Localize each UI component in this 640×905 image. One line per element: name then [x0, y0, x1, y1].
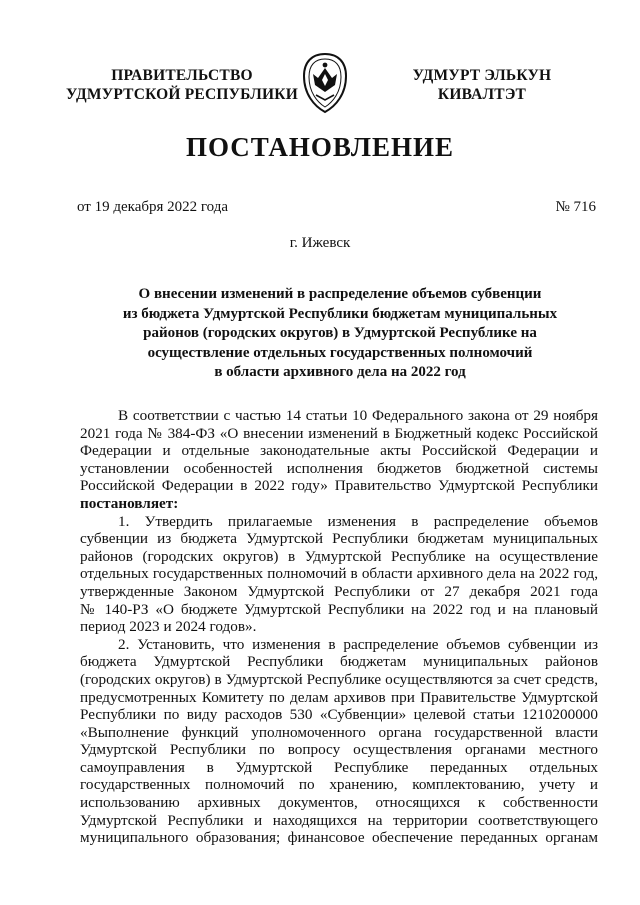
document-title	[80, 285, 600, 383]
body-line: период 2023 и 2024 годов».	[80, 618, 257, 636]
body-line: Республики по виду расходов 530 «Субвенции» целевой статьи 1210200000	[80, 706, 598, 724]
header-right-line-1: УДМУРТ ЭЛЬКУН	[412, 67, 552, 84]
title-line: из бюджета Удмуртской Республики бюджетам муниципальных	[122, 305, 558, 322]
body-line: 1. Утвердить прилагаемые изменения в распределение объемов	[118, 512, 598, 530]
body-line: субвенции из бюджета Удмуртской Республики бюджетам муниципальных	[80, 530, 598, 548]
document-city: г. Ижевск	[289, 235, 351, 251]
body-line: В соответствии с частью 14 статьи 10 Федерального закона от 29 ноября	[118, 407, 598, 424]
coat-of-arms-icon	[298, 52, 352, 114]
body-line: Удмуртской Республики по вопросу осуществления органами местного	[80, 741, 598, 759]
document-body	[80, 407, 598, 847]
body-line: государственных полномочий по хранению, комплектованию, учету и	[80, 776, 598, 794]
body-line: Удмуртской Республики и находящихся на территории соответствующего	[80, 811, 598, 829]
header-left-line-2: УДМУРТСКОЙ РЕСПУБЛИКИ	[66, 86, 298, 103]
document-date: от 19 декабря 2022 года	[77, 199, 229, 215]
header-left	[62, 66, 302, 104]
header-left-line-1: ПРАВИТЕЛЬСТВО	[111, 67, 253, 84]
body-line: самоуправления в Удмуртской Республике переданных отдельных	[80, 758, 598, 776]
body-line: отдельных государственных полномочий в области архивного дела на 2022 год,	[80, 565, 598, 583]
body-line: установлении особенностей исполнения бюджетов бюджетной системы	[80, 459, 598, 477]
body-line: (городских округов) в Удмуртской Республике осуществляются за счет средств,	[80, 670, 598, 688]
body-line: муниципального образования; финансовое обеспечение переданных органам	[80, 829, 598, 847]
document-type-heading: ПОСТАНОВЛЕНИЕ	[185, 132, 455, 162]
body-line: бюджета Удмуртской Республики бюджетам муниципальных районов	[80, 653, 598, 671]
header-right	[382, 66, 582, 104]
body-line: Российской Федерации в 2022 году» Правительство Удмуртской Республики	[80, 477, 598, 495]
header-right-line-2: КИВАЛТЭТ	[437, 86, 527, 103]
body-line: Федерации и отдельные законодательные акты Российской Федерации и	[80, 442, 598, 460]
body-line: 2. Установить, что изменения в распределение объемов субвенции из	[118, 635, 598, 653]
body-line: «Выполнение функций уполномоченного органа государственной власти	[80, 723, 598, 741]
body-line: районов (городских округов) в Удмуртской Республике на осуществление	[80, 547, 598, 565]
title-line: районов (городских округов) в Удмуртской Республике на	[143, 325, 537, 342]
body-line: предусмотренных Комитету по делам архивов при Правительстве Удмуртской	[80, 688, 598, 706]
body-line: № 140-РЗ «О бюджете Удмуртской Республики на 2022 год и на плановый	[80, 600, 598, 618]
body-line: утвержденные Законом Удмуртской Республики от 27 декабря 2021 года	[80, 582, 598, 600]
body-line: использованию архивных документов, относящихся к собственности	[80, 794, 598, 812]
title-line: осуществление отдельных государственных полномочий	[147, 344, 533, 361]
title-line: в области архивного дела на 2022 год	[214, 364, 466, 381]
body-line: 2021 года № 384-ФЗ «О внесении изменений в Бюджетный кодекс Российской	[80, 424, 598, 442]
document-number: № 716	[555, 199, 596, 215]
body-line-keyword: постановляет:	[80, 494, 179, 512]
title-line: О внесении изменений в распределение объемов субвенции	[138, 286, 542, 302]
